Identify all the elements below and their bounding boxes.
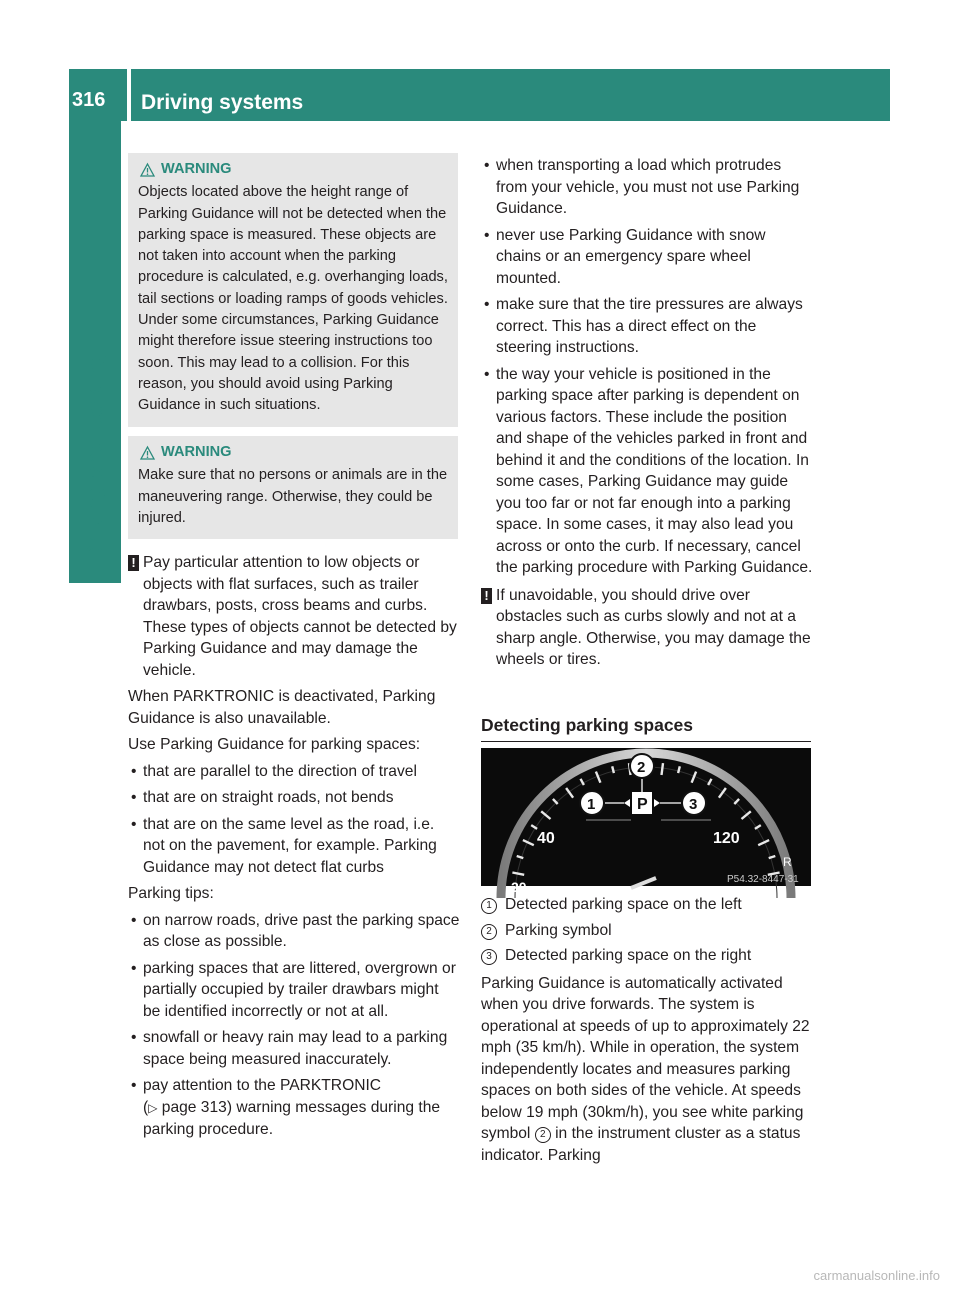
page-number: 316 — [72, 89, 106, 111]
speedometer-tick — [612, 766, 614, 773]
list-item: • pay attention to the PARKTRONIC (▷ page 313) warning messages during the parking procedure. — [128, 1075, 460, 1141]
list-item: • that are on the same level as the road, i.e. not on the pavement, for example. Parking Guidance may not detect flat curbs — [128, 814, 460, 879]
warning-text: Objects located above the height range of Parking Guidance will not be detected when the parking space is measured. These objects are not taken into account when the parking procedure is calculated, e.g. overhanging loads, tail sections or loading ramps of goods vehicles. Under some circumstances, Parking Guidance might therefore issue steering instructions too soon. This may lead to a collision. For this reason, you should avoid using Parking Guidance in such situations. — [138, 184, 448, 414]
list-item: • the way your vehicle is positioned in the parking space after parking is dependent on various factors. These include the position and shape of the vehicles parked in front and behind it and the conditions of the location. In some cases, Parking Guidance may guide you too far or not far enough into a parking space. In some cases, it may also lead you across or onto the curb. If necessary, cancel the parking procedure with Parking Guidance. — [481, 364, 814, 579]
header-divider — [127, 69, 131, 121]
paragraph: Use Parking Guidance for parking spaces: — [128, 736, 421, 753]
note-2 — [481, 585, 814, 671]
legend-item: 2 Parking symbol — [481, 920, 816, 942]
speed-label-40: 40 — [537, 830, 555, 847]
warning-text: Make sure that no persons or animals are in the maneuvering range. Otherwise, they could be injured. — [138, 467, 448, 526]
speed-label-20: 20 — [511, 879, 527, 895]
callout-number: 3 — [481, 949, 497, 965]
svg-text:2: 2 — [637, 759, 646, 776]
svg-text:3: 3 — [689, 796, 698, 813]
note-text: Pay particular attention to low objects or objects with flat surfaces, such as trailer drawbars, posts, cross beams and curbs. These types of objects cannot be detected by Parking Guidance and may damage the vehicle. — [143, 554, 457, 679]
callout-number: 2 — [535, 1127, 551, 1143]
warning-title: WARNING — [161, 161, 232, 177]
left-arrow-icon — [624, 799, 630, 807]
page-reference-link[interactable]: page 313) — [161, 1098, 233, 1116]
section-title: Driving systems — [141, 91, 304, 114]
warning-title: WARNING — [161, 444, 232, 460]
warning-box-2 — [128, 436, 458, 539]
warning-header — [138, 442, 450, 463]
speedometer-tick — [662, 763, 664, 775]
list-item: • snowfall or heavy rain may lead to a parking space being measured inaccurately. — [128, 1027, 460, 1070]
list-item: • that are on straight roads, not bends — [128, 787, 460, 809]
warning-box-1 — [128, 153, 458, 427]
page-ref-arrow-icon: ▷ — [148, 1100, 158, 1115]
subsection-heading: Detecting parking spaces — [481, 713, 811, 742]
speedometer-tick — [512, 873, 524, 875]
watermark: carmanualsonline.info — [813, 1268, 940, 1283]
note-1 — [128, 552, 460, 681]
figure-legend — [481, 894, 816, 1166]
right-column — [481, 155, 814, 676]
list-item: • make sure that the tire pressures are always correct. This has a direct effect on the steering instructions. — [481, 294, 814, 359]
callout-number: 1 — [481, 898, 497, 914]
svg-text:P: P — [637, 796, 648, 813]
warning-header — [138, 159, 450, 180]
note-text: If unavoidable, you should drive over obstacles such as curbs slowly and not at a sharp angle. Otherwise, you may damage the wheels or tires. — [496, 586, 811, 668]
list-item: • never use Parking Guidance with snow chains or an emergency spare wheel mounted. — [481, 225, 814, 290]
left-column — [128, 546, 460, 1146]
list-item: • on narrow roads, drive past the parking space as close as possible. — [128, 910, 460, 953]
callout-1 — [580, 791, 604, 815]
figure-code: P54.32-8447-31 — [727, 874, 799, 885]
gear-label-r: R — [783, 855, 792, 869]
callout-number: 2 — [481, 924, 497, 940]
list-item: • that are parallel to the direction of travel — [128, 761, 460, 783]
speedometer-illustration — [481, 748, 811, 895]
paragraph: Parking Guidance is automatically activated when you drive forwards. The system is operational at speeds of up to approximately 22 mph (35 km/h). While in operation, the system independently locates and measures parking spaces on both sides of the vehicle. At speeds below 19 mph (30km/h), you see white parking symbol 2 in the instrument cluster as a status indicator. Parking — [481, 974, 810, 1164]
list-item: • parking spaces that are littered, overgrown or partially occupied by trailer drawbars might be identified incorrectly or not at all. — [128, 958, 460, 1023]
svg-text:1: 1 — [587, 796, 596, 813]
paragraph: When PARKTRONIC is deactivated, Parking Guidance is also unavailable. — [128, 688, 436, 727]
exclamation-icon: ! — [481, 588, 492, 604]
speedometer-tick — [678, 766, 680, 773]
side-label: Driving and parking — [82, 353, 107, 560]
paragraph: Parking tips: — [128, 885, 214, 902]
callout-2 — [630, 754, 654, 778]
legend-item: 1 Detected parking space on the left — [481, 894, 816, 916]
legend-item: 3 Detected parking space on the right — [481, 945, 816, 967]
instrument-cluster-figure — [481, 748, 811, 895]
callout-3 — [682, 791, 706, 815]
exclamation-icon: ! — [128, 555, 139, 571]
warning-triangle-icon — [140, 446, 155, 460]
right-arrow-icon — [654, 799, 660, 807]
list-item: • when transporting a load which protrudes from your vehicle, you must not use Parking Guidance. — [481, 155, 814, 220]
warning-triangle-icon — [140, 163, 155, 177]
speed-label-120: 120 — [713, 830, 740, 847]
